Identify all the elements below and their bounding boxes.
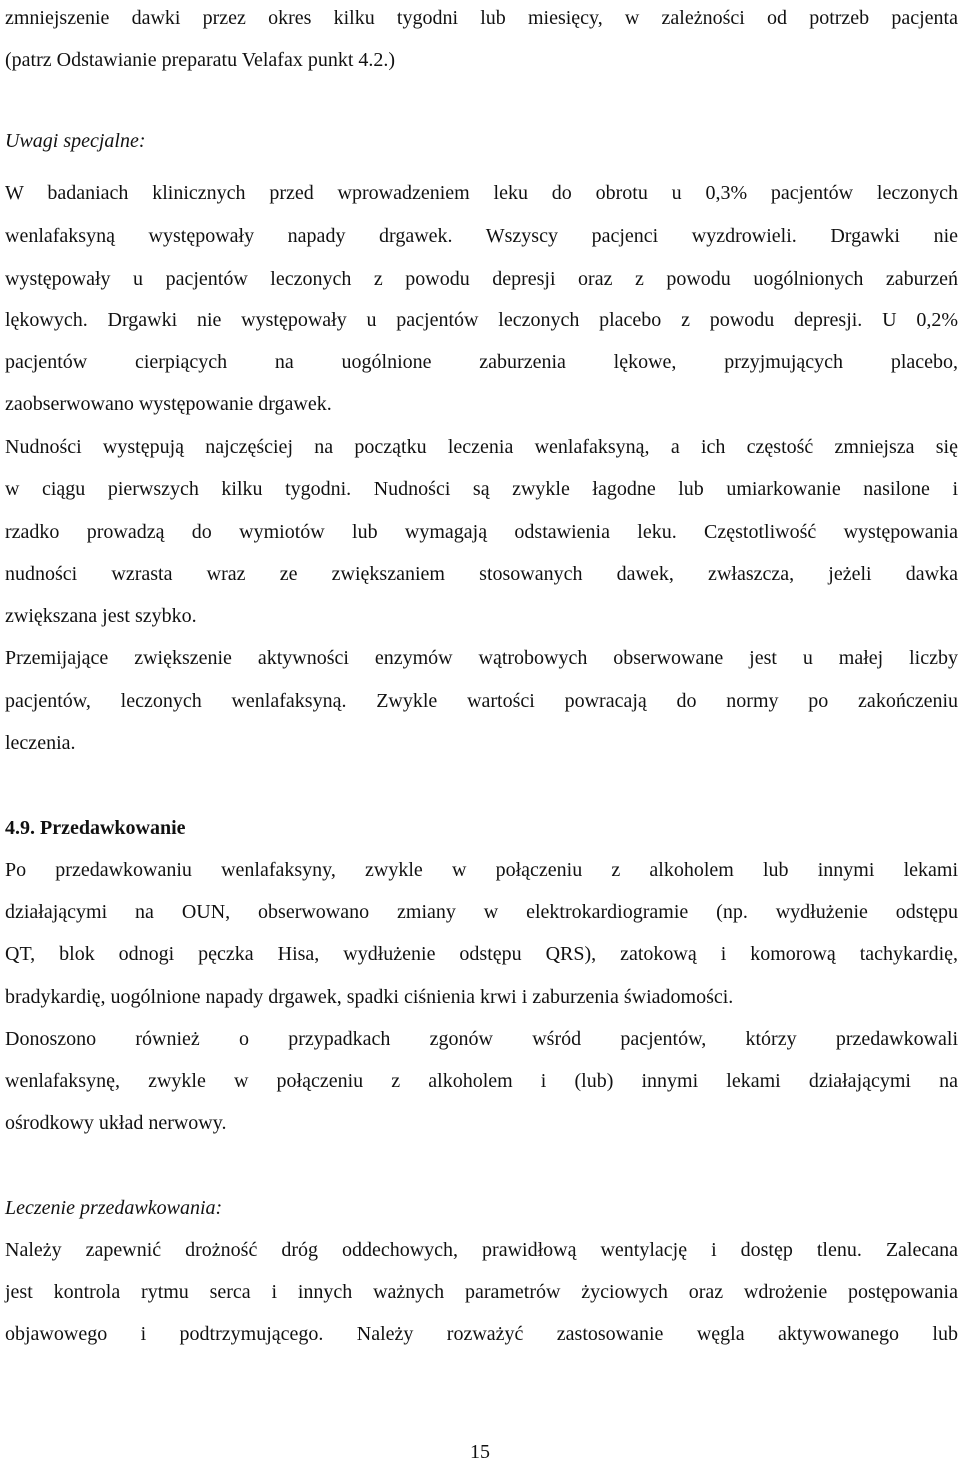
text-line: nudności wzrasta wraz ze zwiększaniem stosowanych dawek, zwłaszcza, jeżeli dawka xyxy=(5,563,958,585)
text-line: W badaniach klinicznych przed wprowadzeniem leku do obrotu u 0,3% pacjentów leczonych xyxy=(5,182,958,204)
text-line: leczenia. xyxy=(5,732,76,754)
section-subheading: Leczenie przedawkowania: xyxy=(5,1197,223,1219)
text-line: (patrz Odstawianie preparatu Velafax punkt 4.2.) xyxy=(5,49,396,71)
text-line: bradykardię, uogólnione napady drgawek, spadki ciśnienia krwi i zaburzenia świadomości. xyxy=(5,986,734,1008)
section-subheading: Uwagi specjalne: xyxy=(5,130,146,152)
text-line: Nudności występują najczęściej na początku leczenia wenlafaksyną, a ich częstość zmniejsza się xyxy=(5,436,958,458)
text-line: QT, blok odnogi pęczka Hisa, wydłużenie odstępu QRS), zatokową i komorową tachykardię, xyxy=(5,943,958,965)
text-line: Po przedawkowaniu wenlafaksyny, zwykle w połączeniu z alkoholem lub innymi lekami xyxy=(5,859,958,881)
text-line: objawowego i podtrzymującego. Należy rozważyć zastosowanie węgla aktywowanego lub xyxy=(5,1323,958,1345)
page-number: 15 xyxy=(470,1441,490,1463)
text-line: pacjentów cierpiących na uogólnione zaburzenia lękowe, przyjmujących placebo, xyxy=(5,351,958,373)
text-line: zwiększana jest szybko. xyxy=(5,605,197,627)
text-line: zaobserwowano występowanie drgawek. xyxy=(5,393,332,415)
section-heading: 4.9. Przedawkowanie xyxy=(5,817,186,839)
text-line: Należy zapewnić drożność dróg oddechowych, prawidłową wentylację i dostęp tlenu. Zalecana xyxy=(5,1239,958,1261)
text-line: rzadko prowadzą do wymiotów lub wymagają odstawienia leku. Częstotliwość występowania xyxy=(5,521,958,543)
text-line: zmniejszenie dawki przez okres kilku tygodni lub miesięcy, w zależności od potrzeb pacjenta xyxy=(5,7,958,29)
text-line: ośrodkowy układ nerwowy. xyxy=(5,1112,227,1134)
text-line: Donoszono również o przypadkach zgonów wśród pacjentów, którzy przedawkowali xyxy=(5,1028,958,1050)
text-line: występowały u pacjentów leczonych z powodu depresji oraz z powodu uogólnionych zaburzeń xyxy=(5,268,958,290)
text-line: Przemijające zwiększenie aktywności enzymów wątrobowych obserwowane jest u małej liczby xyxy=(5,647,958,669)
text-line: lękowych. Drgawki nie występowały u pacjentów leczonych placebo z powodu depresji. U 0,2% xyxy=(5,309,958,331)
text-line: wenlafaksynę, zwykle w połączeniu z alkoholem i (lub) innymi lekami działającymi na xyxy=(5,1070,958,1092)
text-line: w ciągu pierwszych kilku tygodni. Nudności są zwykle łagodne lub umiarkowanie nasilone i xyxy=(5,478,958,500)
text-line: działającymi na OUN, obserwowano zmiany w elektrokardiogramie (np. wydłużenie odstępu xyxy=(5,901,958,923)
text-line: jest kontrola rytmu serca i innych ważnych parametrów życiowych oraz wdrożenie postępowania xyxy=(5,1281,958,1303)
text-line: wenlafaksyną występowały napady drgawek. Wszyscy pacjenci wyzdrowieli. Drgawki nie xyxy=(5,225,958,247)
text-line: pacjentów, leczonych wenlafaksyną. Zwykle wartości powracają do normy po zakończeniu xyxy=(5,690,958,712)
